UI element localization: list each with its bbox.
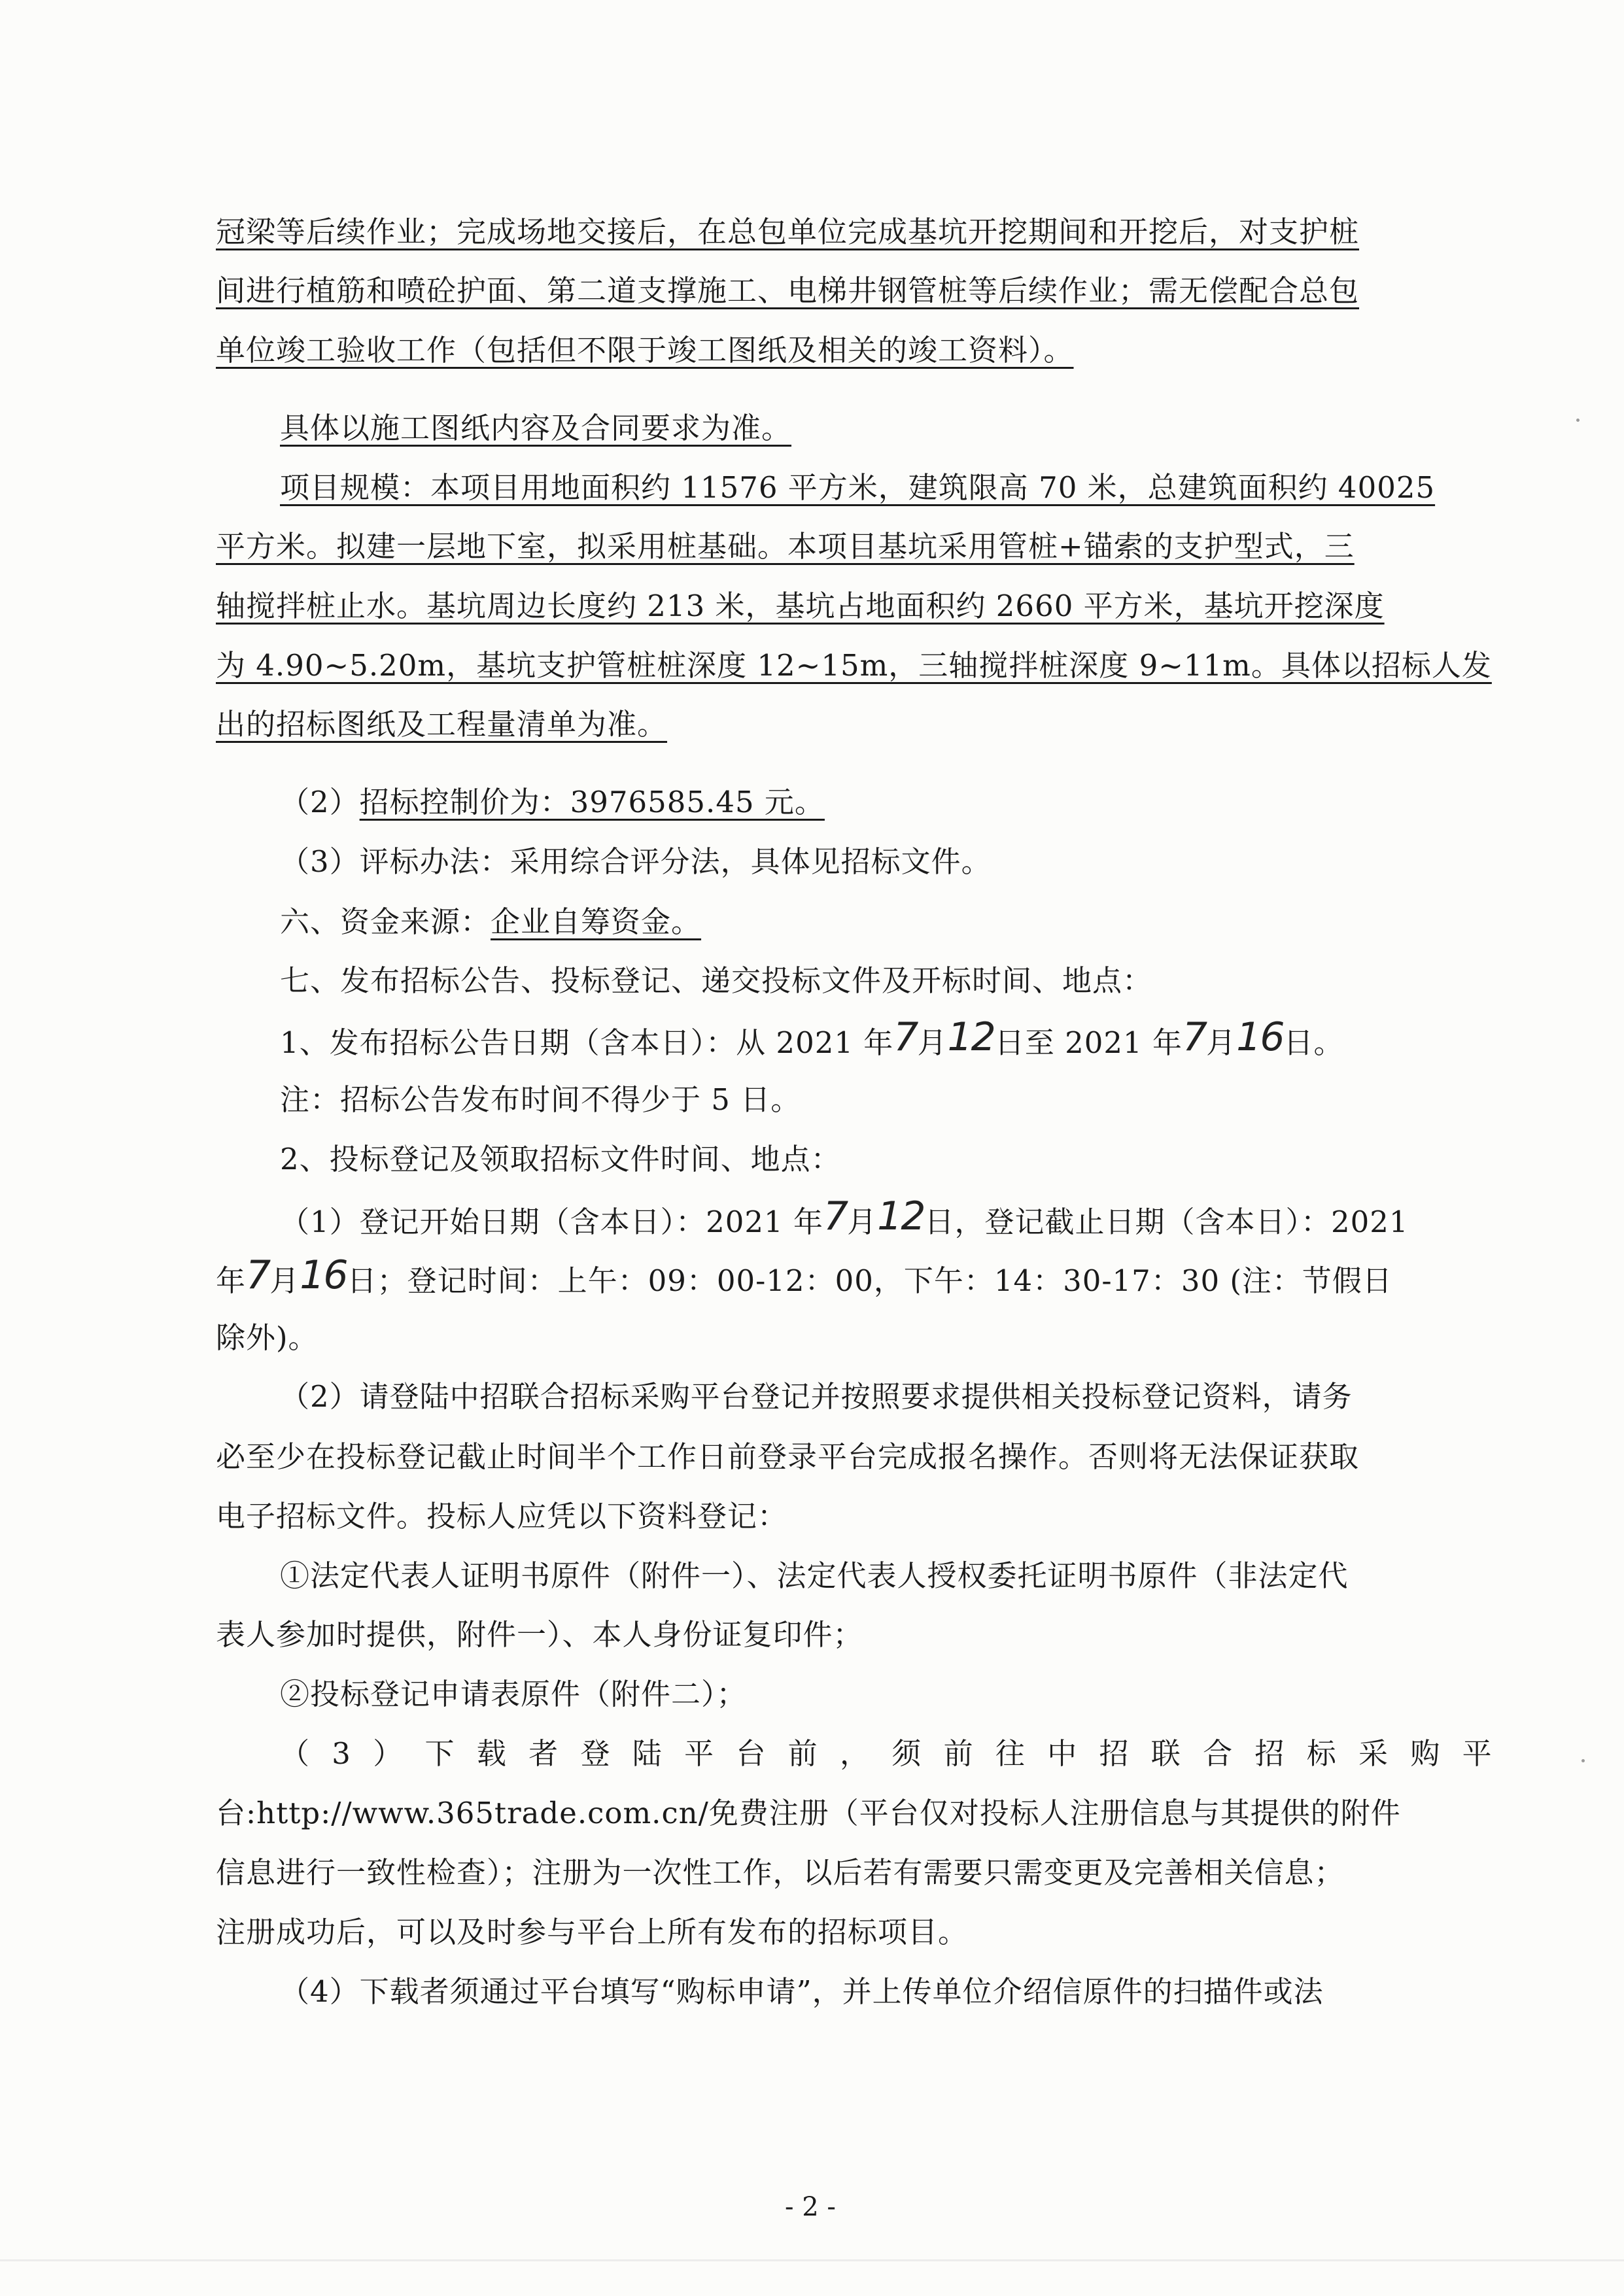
handwritten-month: 7: [893, 1014, 918, 1060]
control-price-value: 招标控制价为：3976585.45 元。: [359, 785, 825, 819]
handwritten-month: 7: [1182, 1014, 1207, 1060]
scan-speck: [1576, 419, 1580, 422]
item-1-line-1: ①法定代表人证明书原件（附件一）、法定代表人授权委托证明书原件（非法定代: [280, 1558, 1349, 1593]
scope-line-2: 间进行植筋和喷砼护面、第二道支撑施工、电梯井钢管桩等后续作业；需无偿配合总包: [216, 273, 1360, 308]
reg1-text-a: （1）登记开始日期（含本日）：2021 年: [280, 1205, 823, 1239]
handwritten-day: 12: [947, 1014, 995, 1060]
scope-line-3: 单位竣工验收工作（包括但不限于竣工图纸及相关的竣工资料）。: [216, 333, 1074, 368]
publish-text-b: 月: [917, 1025, 948, 1060]
publish-text-a: 1、发布招标公告日期（含本日）：从 2021 年: [280, 1025, 894, 1060]
reg1-text-c: 日，登记截止日期（含本日）：2021: [924, 1205, 1409, 1239]
reg1-text-e: 月: [269, 1263, 300, 1298]
control-price-line: [280, 783, 825, 822]
funding-line: [280, 902, 701, 942]
funding-prefix: 六、资金来源：: [280, 904, 491, 939]
registration-heading: 2、投标登记及领取招标文件时间、地点：: [280, 1142, 841, 1176]
reg2-line-1: （2）请登陆中招联合招标采购平台登记并按照要求提供相关投标登记资料，请务: [280, 1379, 1353, 1414]
reg4-line-1: （4）下载者须通过平台填写“购标申请”，并上传单位介绍信原件的扫描件或法: [280, 1974, 1324, 2009]
reg1-text-f: 日；登记时间：上午：09：00-12：00，下午：14：30-17：30 (注：节假日: [347, 1263, 1392, 1298]
reg3-line-3: 信息进行一致性检查）；注册为一次性工作，以后若有需要只需变更及完善相关信息；: [216, 1855, 1345, 1890]
registration-date-line-3: 除外)。: [216, 1320, 319, 1355]
scan-speck: [1581, 1759, 1585, 1762]
publish-text-d: 月: [1206, 1025, 1237, 1060]
control-price-prefix: （2）: [280, 785, 360, 819]
reg3-line-1: （ 3 ） 下 载 者 登 陆 平 台 前 ， 须 前 往 中 招 联 合 招 标 采 购 平: [280, 1736, 1498, 1771]
reg3-line-4: 注册成功后，可以及时参与平台上所有发布的招标项目。: [216, 1915, 969, 1949]
page-number: - 2 -: [785, 2192, 836, 2222]
reg1-text-d: 年: [216, 1263, 247, 1298]
item-1-line-2: 表人参加时提供，附件一）、本人身份证复印件；: [216, 1617, 863, 1652]
handwritten-month: 7: [246, 1252, 270, 1298]
funding-source: 企业自筹资金。: [491, 904, 702, 939]
scale-line-1: 项目规模：本项目用地面积约 11576 平方米，建筑限高 70 米，总建筑面积约 40025: [280, 470, 1436, 505]
registration-date-line-1: [280, 1193, 1409, 1242]
scale-line-4: 为 4.90~5.20m，基坑支护管桩桩深度 12~15m，三轴搅拌桩深度 9~11m。具体以招标人发: [216, 648, 1492, 683]
scope-note: 具体以施工图纸内容及合同要求为准。: [280, 411, 792, 445]
evaluation-method: （3）评标办法：采用综合评分法，具体见招标文件。: [280, 844, 992, 879]
scale-line-3: 轴搅拌桩止水。基坑周边长度约 213 米，基坑占地面积约 2660 平方米，基坑开挖深度: [216, 589, 1385, 623]
handwritten-month: 7: [823, 1193, 848, 1239]
scale-line-2: 平方米。拟建一层地下室，拟采用桩基础。本项目基坑采用管桩+锚索的支护型式，三: [216, 529, 1355, 564]
publish-text-c: 日至 2021 年: [994, 1025, 1183, 1060]
scope-line-1: 冠梁等后续作业；完成场地交接后，在总包单位完成基坑开挖期间和开挖后，对支护桩: [216, 214, 1360, 249]
registration-date-line-2: [216, 1252, 1392, 1301]
section-7-heading: 七、发布招标公告、投标登记、递交投标文件及开标时间、地点：: [280, 963, 1153, 998]
publish-note: 注：招标公告发布时间不得少于 5 日。: [280, 1082, 801, 1117]
reg2-line-2: 必至少在投标登记截止时间半个工作日前登录平台完成报名操作。否则将无法保证获取: [216, 1439, 1360, 1474]
publish-date-line: [280, 1014, 1344, 1063]
reg3-line-2: 台:http://www.365trade.com.cn/免费注册（平台仅对投标人注册信息与其提供的附件: [216, 1796, 1401, 1830]
handwritten-day: 16: [300, 1252, 347, 1298]
reg2-line-3: 电子招标文件。投标人应凭以下资料登记：: [216, 1499, 788, 1534]
item-2: ②投标登记申请表原件（附件二）；: [280, 1677, 747, 1711]
scale-line-5: 出的招标图纸及工程量清单为准。: [216, 707, 668, 742]
publish-text-e: 日。: [1283, 1025, 1344, 1060]
handwritten-day: 12: [877, 1193, 925, 1239]
handwritten-day: 16: [1236, 1014, 1284, 1060]
reg1-text-b: 月: [847, 1205, 878, 1239]
scan-edge-line: [0, 2259, 1624, 2261]
